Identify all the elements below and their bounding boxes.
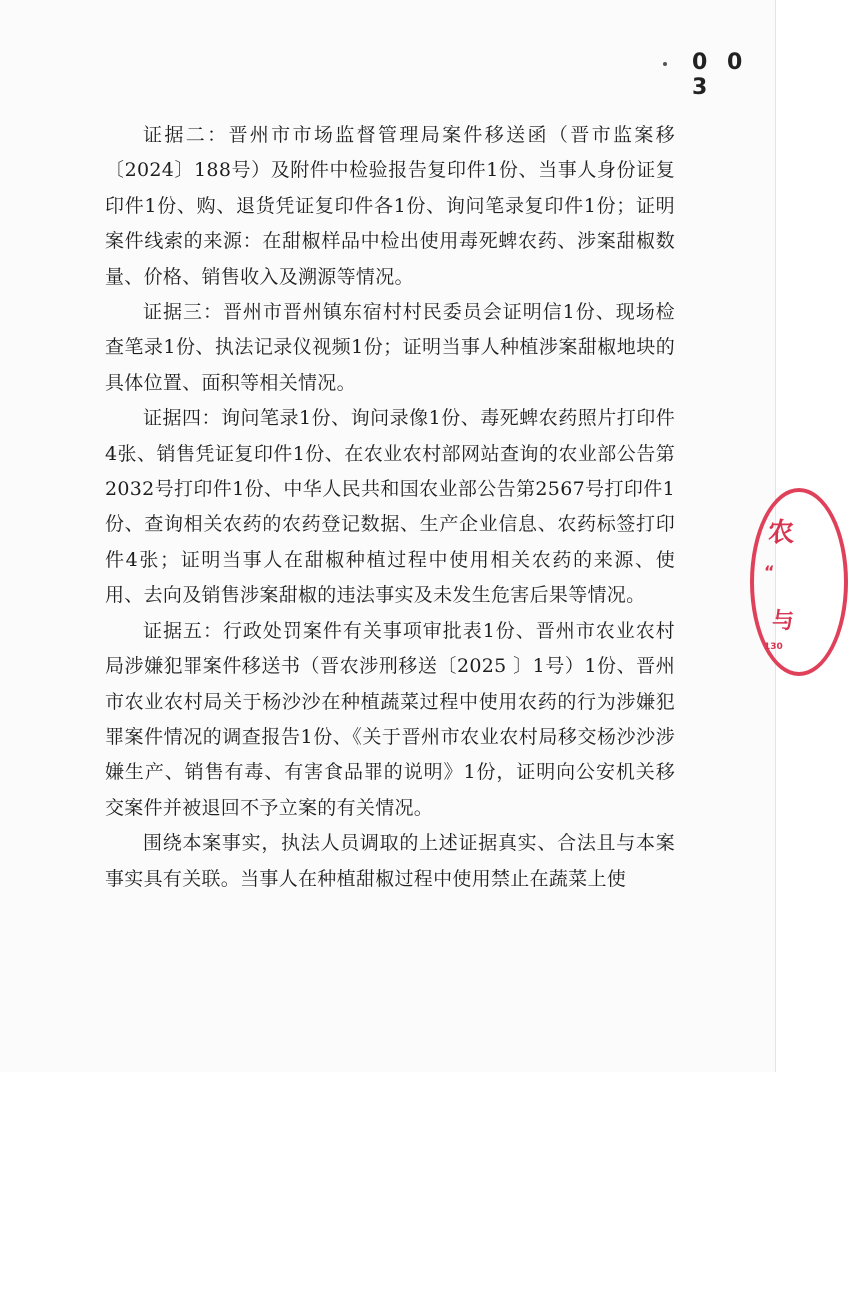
paragraph-evidence-3: 证据三：晋州市晋州镇东宿村村民委员会证明信1份、现场检查笔录1份、执法记录仪视频1份；证明当事人种植涉案甜椒地块的具体位置、面积等相关情况。 (105, 301, 675, 394)
seal-number: 130 (764, 642, 783, 652)
scan-dot (663, 62, 667, 66)
paragraph-evidence-2: 证据二：晋州市市场监督管理局案件移送函（晋市监案移〔2024〕188号）及附件中检验报告复印件1份、当事人身份证复印件1份、购、退货凭证复印件各1份、询问笔录复印件1份；证明案件线索的来源：在甜椒样品中检出使用毒死蜱农药、涉案甜椒数量、价格、销售收入及溯源等情况。 (105, 124, 675, 288)
document-body (105, 118, 675, 897)
paragraph-conclusion: 围绕本案事实，执法人员调取的上述证据真实、合法且与本案事实具有关联。当事人在种植甜椒过程中使用禁止在蔬菜上使 (105, 832, 675, 890)
official-seal (750, 488, 848, 676)
paragraph-evidence-4: 证据四：询问笔录1份、询问录像1份、毒死蜱农药照片打印件4张、销售凭证复印件1份、在农业农村部网站查询的农业部公告第2032号打印件1份、中华人民共和国农业部公告第2567号打印件1份、查询相关农药的农药登记数据、生产企业信息、农药标签打印件4张；证明当事人在甜椒种植过程中使用相关农药的来源、使用、去向及销售涉案甜椒的违法事实及未发生危害后果等情况。 (105, 407, 675, 607)
seal-text: 农 (768, 518, 795, 548)
seal-text: “ (764, 562, 775, 581)
page-number: 0 0 3 (692, 50, 749, 100)
paragraph-evidence-5: 证据五：行政处罚案件有关事项审批表1份、晋州市农业农村局涉嫌犯罪案件移送书（晋农涉刑移送〔2025 〕1号）1份、晋州市农业农村局关于杨沙沙在种植蔬菜过程中使用农药的行为涉嫌犯罪案件情况的调查报告1份、《关于晋州市农业农村局移交杨沙沙涉嫌生产、销售有毒、有害食品罪的说明》1份，证明向公安机关移交案件并被退回不予立案的有关情况。 (105, 619, 675, 819)
seal-text: 与 (772, 609, 795, 634)
